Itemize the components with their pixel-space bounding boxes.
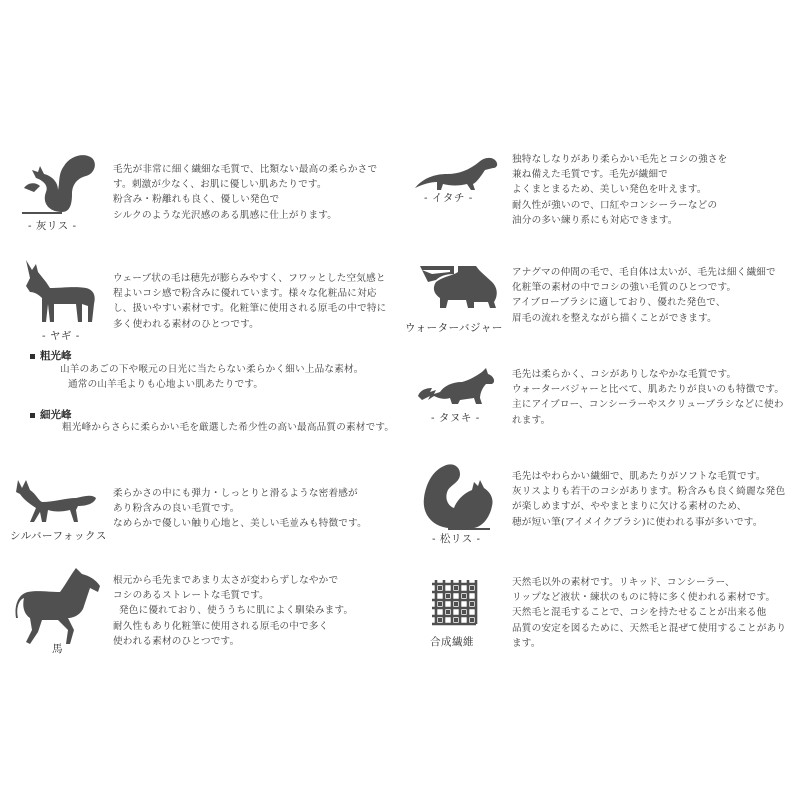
synthetic-description [512, 575, 786, 651]
text-line: 兼ね備えた毛質です。毛先が繊細で [512, 169, 668, 181]
text-line: 天然毛以外の素材です。リキッド、コンシーラー、 [512, 577, 735, 588]
text-line: 毛先が非常に細く繊細な毛質で、比類ない最高の柔らかさで [113, 164, 378, 175]
text-line: 耐久性もあり化粧筆に使用される原毛の中で多く [113, 620, 329, 632]
text-line: アナグマの仲間の毛で、毛自体は太いが、毛先は細く繊細で [512, 267, 776, 278]
squirrel-icon [418, 458, 500, 530]
text-line: 耐久性が強いので、口紅やコンシーラーなどの [512, 199, 718, 211]
raccoon-caption: - タヌキ - [431, 412, 480, 424]
gray-squirrel-caption: - 灰リス - [28, 220, 77, 232]
text-line: 毛先は柔らかく、コシがありしなやかな毛質です。 [512, 369, 737, 380]
coarse-tip-description [60, 362, 364, 392]
silver-fox-caption: シルバーフォックス [10, 530, 107, 542]
badger-caption: ウォーターバジャー [405, 322, 503, 334]
text-line: シルクのような光沢感のある肌感に仕上がります。 [113, 209, 338, 221]
text-line: 通常の山羊毛よりも心地よい肌あたりです。 [68, 379, 264, 391]
text-line: ウォーターバジャーと比べて、肌あたりが良いのも特徴です。 [512, 384, 785, 396]
text-line: 品質の安定を図るために、天然毛と混ぜて使用することがあり [512, 622, 787, 634]
text-line: 柔らかさの中にも弾力・しっとりと滑るような密着感が [113, 488, 358, 499]
silver-fox-description [113, 486, 367, 532]
text-line: 主にアイブロー、コンシーラーやスクリューブラシなどに使わ [512, 399, 784, 411]
weave-icon [430, 578, 478, 626]
goat-icon [20, 258, 100, 324]
coarse-tip-title: 粗光峰 [30, 348, 72, 363]
badger-description [512, 265, 776, 326]
text-line: よくまとまるため、美しい発色を叶えます。 [512, 184, 707, 196]
text-line: が楽しめますが、ややまとまりに欠ける素材のため、 [512, 501, 747, 513]
text-line: し、扱いやすい素材です。化粧筆に使用される原毛の中で特に [113, 303, 387, 315]
text-line: 使われる素材のひとつです。 [113, 635, 240, 647]
text-line: す。刺激が少なく、お肌に優しい肌あたりです。 [113, 179, 327, 191]
horse-caption: 馬 [52, 643, 63, 655]
horse-icon [14, 566, 104, 646]
pine-squirrel-description [512, 469, 785, 530]
bullet-icon [30, 354, 35, 359]
weasel-caption: - イタチ - [424, 192, 473, 204]
text-line: 山羊のあごの下や喉元の日光に当たらない柔らかく細い上品な素材。 [60, 364, 364, 375]
pine-squirrel-caption: - 松リス - [432, 533, 481, 545]
text-line: あり粉含みの良い毛質です。 [113, 503, 240, 515]
goat-caption: - ヤギ - [42, 330, 80, 342]
goat-description [113, 271, 386, 332]
fox-icon [14, 476, 98, 526]
raccoon-description [512, 367, 784, 428]
text-line: 毛先はやわらかい繊細で、肌あたりがソフトな毛質です。 [512, 471, 766, 482]
text-line: 発色に優れており、使ううちに肌によく馴染みます。 [119, 605, 354, 617]
badger-icon [418, 262, 500, 312]
text-line: 化粧筆の素材の中でコシの強い毛質のひとつです。 [512, 282, 737, 294]
horse-description [113, 573, 353, 649]
raccoon-icon [416, 366, 496, 408]
weasel-icon [413, 152, 499, 192]
text-line: リップなど液状・練状のものに特に多く使われる素材です。 [512, 592, 776, 604]
text-line: 粗光峰からさらに柔らかい毛を厳選した希少性の高い最高品質の素材です。 [62, 422, 395, 433]
text-line: 穂が短い筆(アイメイクブラシ)に使われる事が多いです。 [512, 516, 763, 528]
text-line: 天然毛と混毛することで、コシを持たせることが出来る他 [512, 607, 767, 619]
text-line: れます。 [512, 414, 551, 426]
text-line: 程よいコシ感で粉含みに優れています。様々な化粧品に対応 [113, 288, 377, 300]
fine-tip-title: 細光峰 [30, 407, 72, 422]
squirrel-icon [18, 148, 98, 218]
fine-tip-description [62, 420, 394, 435]
text-line: 油分の多い練り系にも対応できます。 [512, 214, 678, 226]
gray-squirrel-description [113, 162, 377, 223]
text-line: 灰リスよりも若干のコシがあります。粉含みも良く綺麗な発色 [512, 486, 786, 498]
text-line: ます。 [512, 637, 541, 649]
text-line: なめらかで優しい触り心地と、美しい毛並みも特徴です。 [113, 518, 367, 530]
text-line: アイブローブラシに適しており、優れた発色で、 [512, 297, 726, 309]
text-line: ウェーブ状の毛は穂先が膨らみやすく、フワッとした空気感と [113, 273, 386, 284]
weasel-description [512, 152, 727, 228]
text-line: 粉含み・粉離れも良く、優しい発色で [113, 194, 280, 206]
text-line: コシのあるストレートな毛質です。 [113, 590, 269, 602]
text-line: 眉毛の流れを整えながら描くことができます。 [512, 312, 717, 324]
text-line: 独特なしなりがあり柔らかい毛先とコシの強さを [512, 154, 728, 165]
bullet-icon [30, 413, 35, 418]
text-line: 多く使われる素材のひとつです。 [113, 318, 259, 330]
synthetic-caption: 合成繊維 [430, 636, 474, 648]
text-line: 根元から毛先まであまり太さが変わらずしなやかで [113, 575, 339, 586]
